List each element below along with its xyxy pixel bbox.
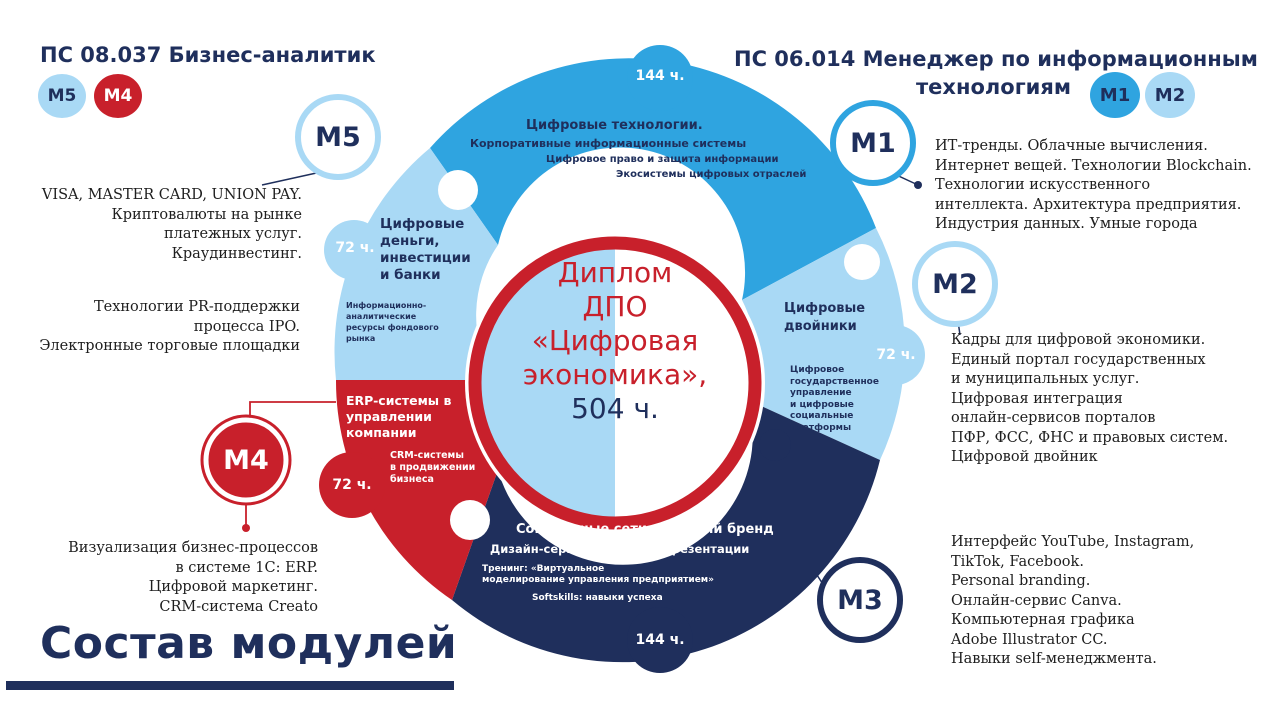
hours-m1: 144 ч. — [635, 68, 685, 84]
m1-content — [470, 118, 810, 180]
page-title: Состав модулей — [40, 618, 458, 669]
badge-m4: М4 — [223, 444, 269, 476]
hours-m2: 72 ч. — [876, 347, 916, 363]
badge-m5: М5 — [315, 121, 361, 153]
m1-item: Цифровое право и защита информации — [546, 154, 779, 165]
connector-dot-m1 — [914, 181, 922, 189]
m5-title: Цифровые деньги, инвестиции и банки — [380, 216, 471, 283]
badge-m1-legend: М1 — [1090, 72, 1140, 118]
m5-details-a: VISA, MASTER CARD, UNION PAY. Криптовалюты на рынке платежных услуг. Краудинвестинг. — [41, 187, 302, 262]
m3-item: Softskills: навыки успеха — [532, 593, 663, 603]
m1-item: Экосистемы цифровых отраслей — [616, 169, 807, 180]
m3-details: Интерфейс YouTube, Instagram, TikTok, Facebook. Personal branding. Онлайн-сервис Canva. Компьютерная графика Adobe Illustrator CC. Навыки self-менеджмента. — [951, 534, 1195, 667]
badge-m2-legend: М2 — [1145, 72, 1195, 118]
connector-dot-m4 — [242, 524, 250, 532]
m2-items: Цифровое государственное управление и цифровые социальные платформы — [790, 365, 879, 433]
hours-m3: 144 ч. — [635, 632, 685, 648]
m3-item: моделирование управления предприятием» — [482, 575, 714, 585]
hours-m4: 72 ч. — [332, 477, 372, 493]
badge-m5-legend: М5 — [38, 74, 86, 118]
badge-m4-legend: М4 — [94, 74, 142, 118]
m4-items: CRM-системы в продвижении бизнеса — [390, 450, 476, 485]
diploma-title: Диплом ДПО «Цифровая экономика», 504 ч. — [522, 256, 708, 425]
hours-m5: 72 ч. — [335, 240, 375, 256]
m3-item: Тренинг: «Виртуальное — [482, 564, 605, 574]
m1-item: Корпоративные информационные системы — [470, 137, 747, 150]
standard-it-manager-title: ПС 06.014 Менеджер по информационным — [734, 47, 1258, 71]
m2-details: Кадры для цифровой экономики. Единый портал государственных и муниципальных услуг. Цифровая интеграция онлайн-сервисов порталов ПФР, ФСС, ФНС и правовых систем. Цифровой двойник — [951, 332, 1229, 465]
m1-title: Цифровые технологии. — [526, 118, 703, 133]
m3-content — [480, 522, 820, 603]
standard-business-analyst-title: ПС 08.037 Бизнес-аналитик — [40, 43, 376, 67]
badge-m1: М1 — [850, 127, 896, 159]
standard-it-manager-title-line2: технологиям — [916, 75, 1072, 99]
m1-details: ИТ-тренды. Облачные вычисления. Интернет вещей. Технологии Blockchain. Технологии искусственного интеллекта. Архитектура предприятия. Индустрия данных. Умные города — [935, 138, 1252, 232]
title-underline — [6, 681, 454, 690]
m5-details-b: Технологии PR-поддержки процесса IPO. Электронные торговые площадки — [39, 299, 300, 354]
m3-subtitle: Дизайн-сервисы для самопрезентации — [490, 542, 750, 556]
m4-title: ERP-системы в управлении компании — [346, 393, 452, 440]
badge-m2: М2 — [932, 268, 978, 300]
m2-title: Цифровые двойники — [784, 301, 866, 334]
m4-details: Визуализация бизнес-процессов в системе 1С: ERP. Цифровой маркетинг. CRM-система Creato — [68, 540, 318, 615]
m5-items: Информационно- аналитические ресурсы фондового рынка — [346, 301, 439, 343]
m3-title: Социальные сети и личный бренд — [516, 522, 774, 537]
badge-m3: М3 — [837, 584, 883, 616]
